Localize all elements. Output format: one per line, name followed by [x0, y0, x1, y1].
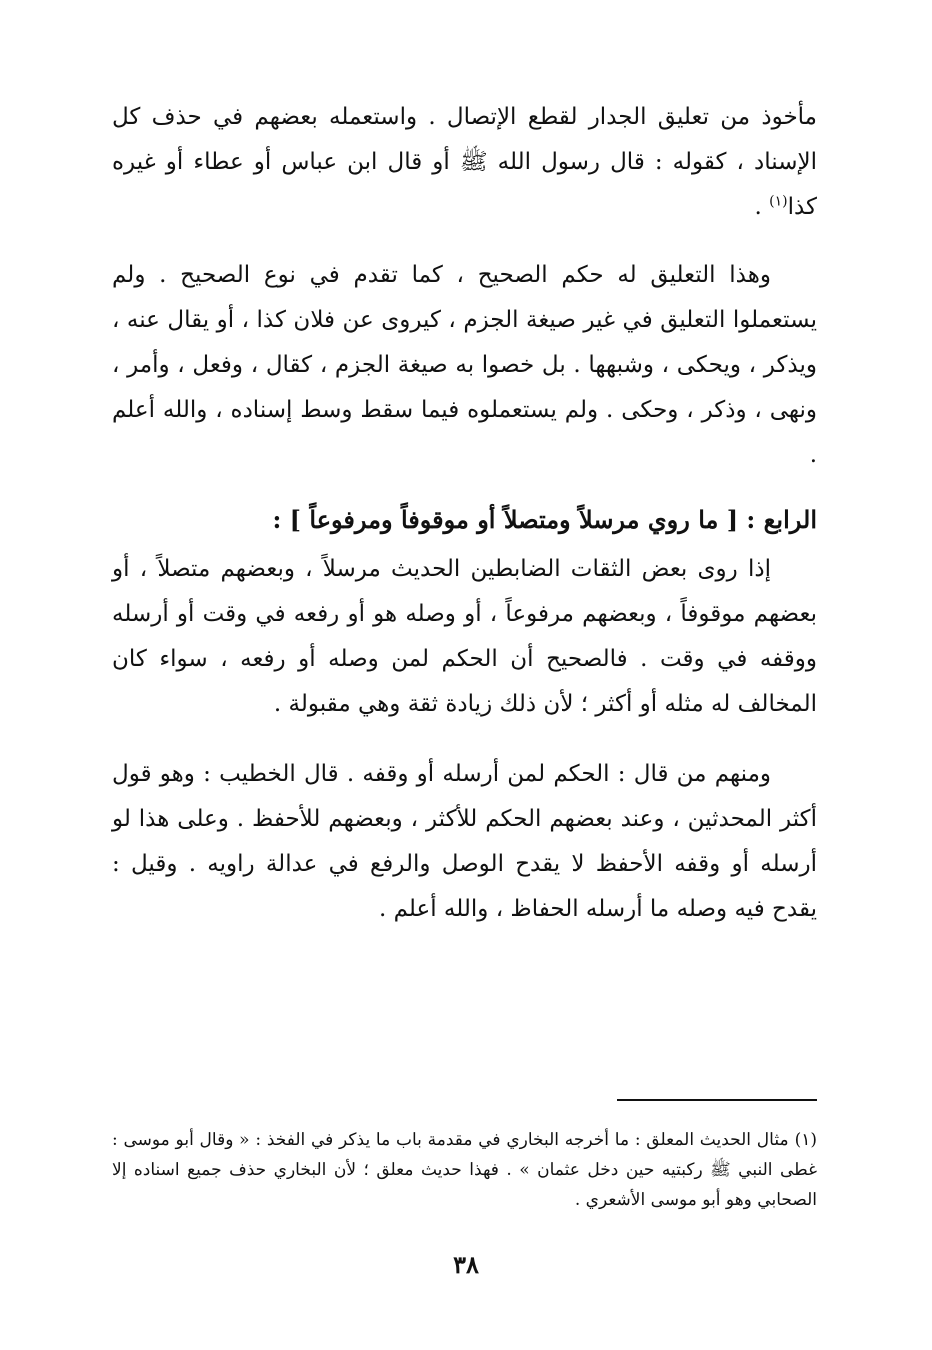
paragraph-taliq-ruling [112, 253, 817, 478]
footnote-text: مثال الحديث المعلق : ما أخرجه البخاري في مقدمة باب ما يذكر في الفخذ : « وقال أبو موسى : غطى النبي ﷺ ركبتيه حين دخل عثمان » . فهذا حديث معلق ؛ لأن البخاري حذف جميع اسناده إلا الصحابي وهو أبو موسى الأشعري . [112, 1130, 817, 1210]
paragraph-end: . [754, 194, 770, 220]
paragraph-text: مأخوذ من تعليق الجدار لقطع الإتصال . واستعمله بعضهم في حذف كل الإسناد ، كقوله : قال رسول الله ﷺ أو قال ابن عباس أو عطاء أو غيره كذا [112, 104, 817, 220]
footnote [112, 1125, 817, 1215]
paragraph-other-opinions [112, 752, 817, 932]
section-heading: الرابع : [ ما روي مرسلاً ومتصلاً أو موقوفاً ومرفوعاً ] : [272, 505, 817, 534]
footnote-divider [617, 1099, 817, 1101]
paragraph-text: وهذا التعليق له حكم الصحيح ، كما تقدم في نوع الصحيح . ولم يستعملوا التعليق في غير صيغة الجزم ، كيروى عن فلان كذا ، أو يقال عنه ، ويذكر ، ويحكى ، وشبهها . بل خصوا به صيغة الجزم ، كقال ، وفعل ، وأمر ، ونهى ، وذكر ، وحكى . ولم يستعملوه فيما سقط وسط إسناده ، والله أعلم . [112, 262, 817, 468]
paragraph-mursal-muttasil [112, 547, 817, 727]
footnote-number: (١) [794, 1130, 817, 1150]
footnote-reference: (١) [769, 193, 788, 210]
paragraph-text: ومنهم من قال : الحكم لمن أرسله أو وقفه . قال الخطيب : وهو قول أكثر المحدثين ، وعند بعضهم الحكم للأكثر ، وبعضهم للأحفظ . وعلى هذا لو أرسله أو وقفه الأحفظ لا يقدح الوصل والرفع في عدالة راويه . وقيل : يقدح فيه وصله ما أرسله الحفاظ ، والله أعلم . [112, 761, 817, 922]
paragraph-text: إذا روى بعض الثقات الضابطين الحديث مرسلاً ، وبعضهم متصلاً ، أو بعضهم موقوفاً ، وبعضهم مرفوعاً ، أو وصله هو أو رفعه في وقت أو أرسله ووقفه في وقت . فالصحيح أن الحكم لمن وصله أو رفعه ، سواء كان المخالف له مثله أو أكثر ؛ لأن ذلك زيادة ثقة وهي مقبولة . [112, 556, 817, 717]
page-number: ٣٨ [453, 1250, 479, 1279]
paragraph-taliq-definition [112, 95, 817, 230]
